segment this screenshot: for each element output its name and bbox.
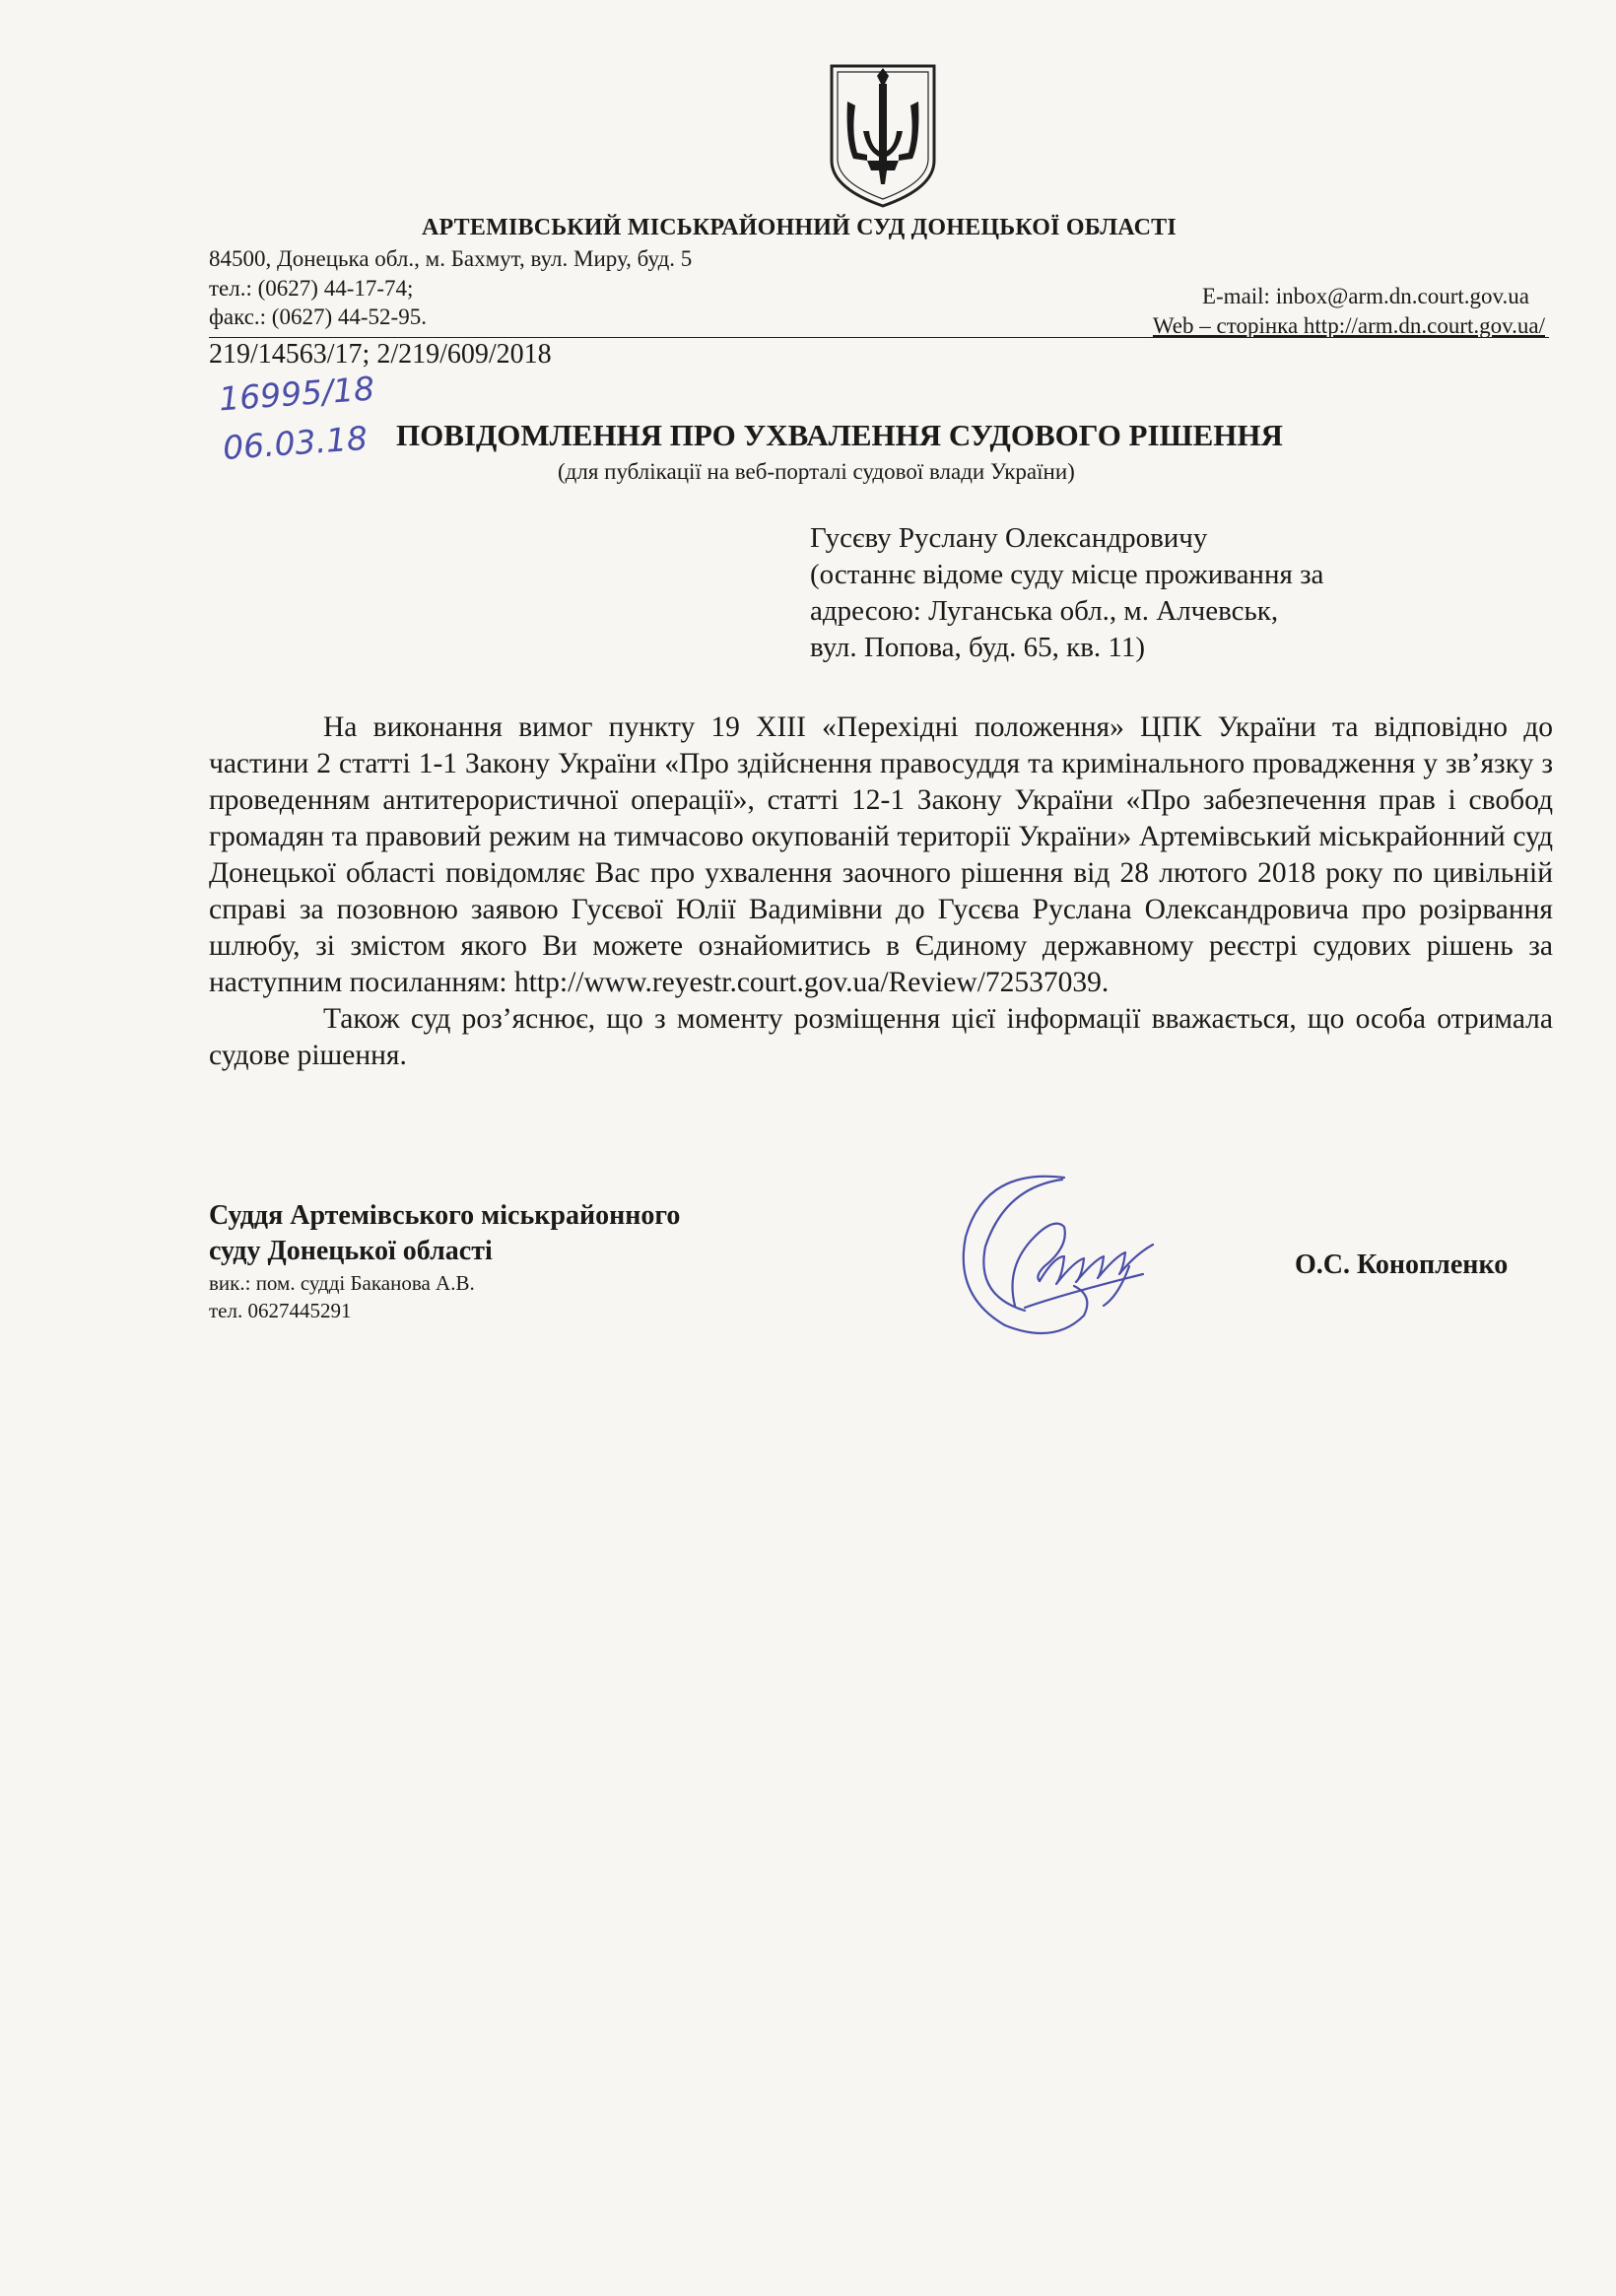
court-name: АРТЕМІВСЬКИЙ МІСЬКРАЙОННИЙ СУД ДОНЕЦЬКОЇ ОБЛАСТІ [422,215,1177,240]
document-subtitle: (для публікації на веб-порталі судової влади України) [558,459,1075,484]
document-title: ПОВІДОМЛЕННЯ ПРО УХВАЛЕННЯ СУДОВОГО РІШЕННЯ [396,418,1283,452]
addressee-address-line: адресою: Луганська обл., м. Алчевськ, [810,595,1279,627]
header-divider [209,337,1549,338]
judge-name: О.С. Конопленко [1295,1249,1509,1280]
body-paragraph: Також суд роз’яснює, що з моменту розміщення цієї інформації вважається, що особа отримала судове рішення. [209,1003,1553,1071]
court-email: E-mail: inbox@arm.dn.court.gov.ua [1201,284,1529,308]
body-paragraph: На виконання вимог пункту 19 XIII «Перехідні положення» ЦПК України та відповідно до частини 2 статті 1-1 Закону України «Про здійснення правосуддя та кримінального провадження у зв’язку з проведенням антитерористичної операції», статті 12-1 Закону України «Про забезпечення прав і свобод громадян та правовий режим на тимчасово окупованій території України» Артемівський міськрайонний суд Донецької області повідомляє Вас про ухвалення заочного рішення від 28 лютого 2018 року по цивільній справі за позовною заявою Гусєвої Юлії Вадимівни до Гусєва Руслана Олександровича про розірвання шлюбу, зі змістом якого Ви можете ознайомитись в Єдиному державному реєстрі судових рішень за наступним посиланням: http://www.reyestr.court.gov.ua/Review/72537039. [209,711,1553,998]
court-address: 84500, Донецька обл., м. Бахмут, вул. Миру, буд. 5 [209,246,693,271]
executor-phone: тел. 0627445291 [209,1299,352,1322]
notice-body [209,709,1553,1074]
handwritten-registration-number: 16995/18 [217,369,376,419]
signatory-block [209,1198,680,1324]
signatory-title: суду Донецької області [209,1236,493,1266]
case-numbers: 219/14563/17; 2/219/609/2018 [209,339,552,370]
court-fax: факс.: (0627) 44-52-95. [209,304,427,329]
signature-icon [946,1158,1182,1355]
coat-of-arms-icon [828,62,938,210]
addressee-address-line: вул. Попова, буд. 65, кв. 11) [810,632,1145,663]
addressee-address-line: (останнє відоме суду місце проживання за [810,559,1324,590]
court-website: Web – сторінка http://arm.dn.court.gov.ua/ [1152,313,1545,338]
executor-name: вик.: пом. судді Баканова А.В. [209,1271,475,1295]
handwritten-registration-date: 06.03.18 [221,418,370,468]
addressee-block [810,520,1323,666]
court-phone: тел.: (0627) 44-17-74; [209,276,414,301]
signatory-title: Суддя Артемівського міськрайонного [209,1200,681,1231]
addressee-name: Гусєву Руслану Олександровичу [810,522,1208,554]
